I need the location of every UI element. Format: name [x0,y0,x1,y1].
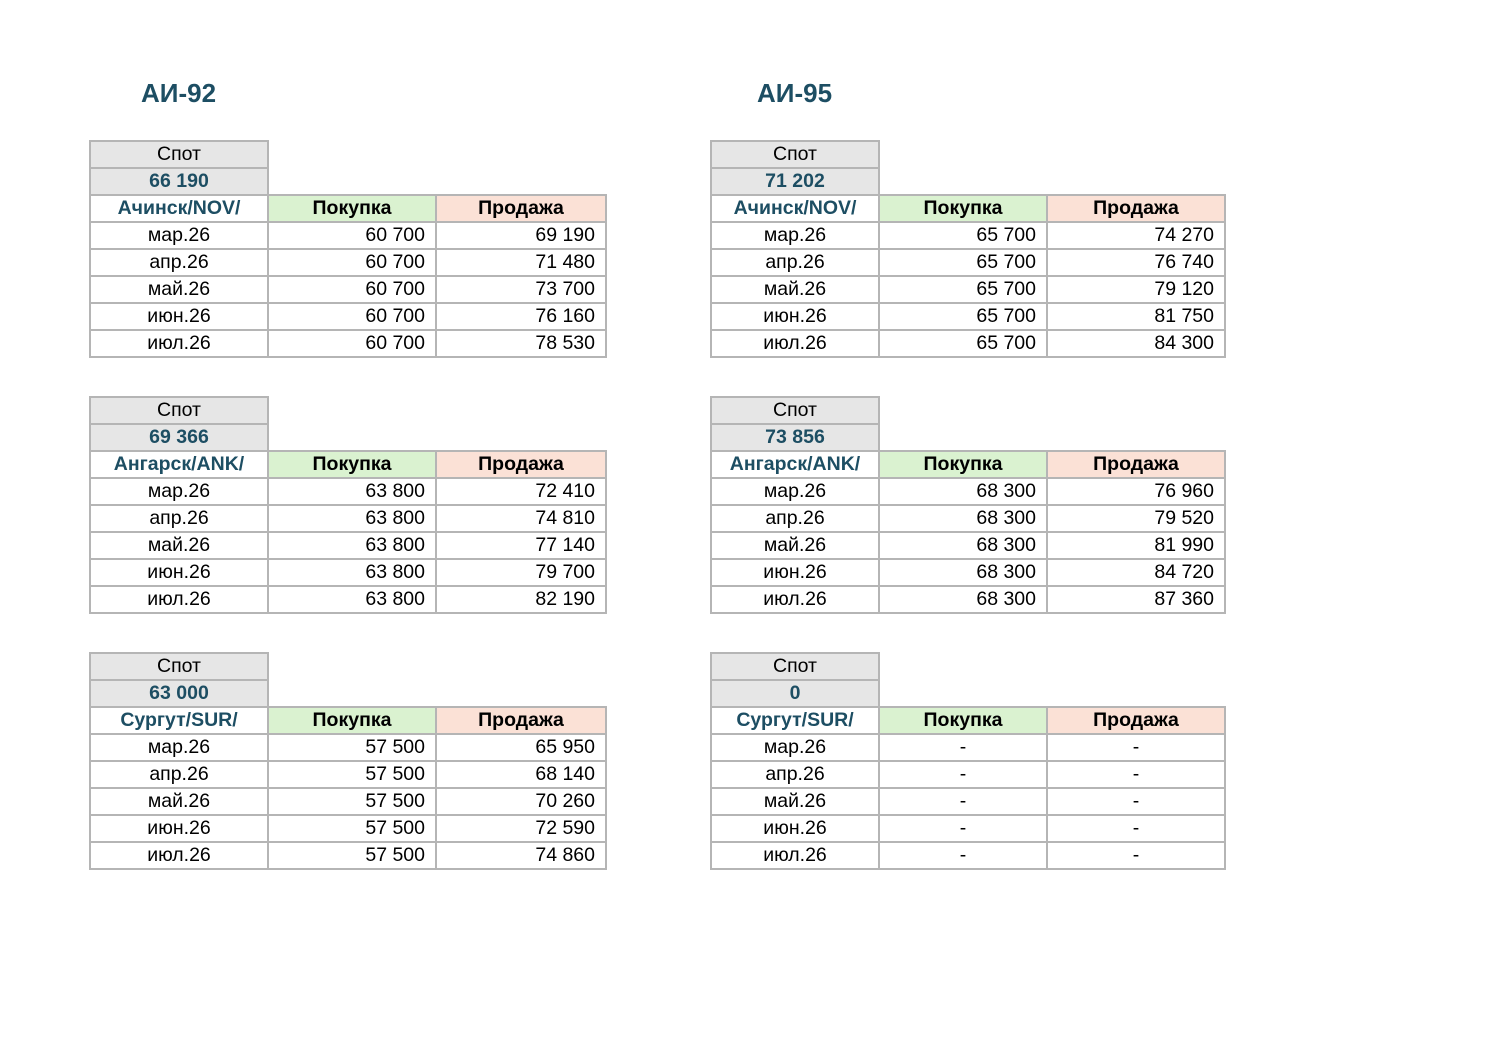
month-cell: май.26 [90,788,268,815]
buy-cell: 63 800 [268,478,436,505]
sell-cell: 84 720 [1047,559,1225,586]
table-row [90,761,606,788]
table-row [90,532,606,559]
sell-cell: 70 260 [436,788,606,815]
station-block-surgut [89,652,605,870]
buy-cell: 65 700 [879,276,1047,303]
table-row [90,586,606,613]
station-block-angarsk [89,396,605,614]
table-row [90,276,606,303]
month-cell: мар.26 [711,478,879,505]
table-row [711,222,1225,249]
spot-value: 69 366 [90,424,268,451]
table-row [711,842,1225,869]
buy-header: Покупка [879,451,1047,478]
month-cell: июн.26 [711,559,879,586]
price-table [710,140,1226,358]
spot-label: Спот [90,653,268,680]
buy-cell: 63 800 [268,505,436,532]
sell-cell: 76 740 [1047,249,1225,276]
buy-header: Покупка [268,707,436,734]
table-row [711,761,1225,788]
sell-cell: 77 140 [436,532,606,559]
table-row [90,788,606,815]
month-cell: апр.26 [711,761,879,788]
month-cell: июн.26 [711,303,879,330]
month-cell: мар.26 [90,734,268,761]
table-row [90,505,606,532]
buy-header: Покупка [879,707,1047,734]
buy-cell: 57 500 [268,842,436,869]
buy-cell: 57 500 [268,788,436,815]
month-cell: апр.26 [711,505,879,532]
month-cell: май.26 [711,532,879,559]
month-cell: июл.26 [90,330,268,357]
sell-header: Продажа [1047,707,1225,734]
month-cell: май.26 [711,788,879,815]
table-row [90,559,606,586]
station-name: Сургут/SUR/ [90,707,268,734]
sell-cell: 76 960 [1047,478,1225,505]
buy-cell: 68 300 [879,532,1047,559]
buy-cell: 63 800 [268,532,436,559]
sell-cell: 81 990 [1047,532,1225,559]
sell-header: Продажа [436,707,606,734]
sell-cell: 74 810 [436,505,606,532]
table-row [711,532,1225,559]
sell-cell: 82 190 [436,586,606,613]
buy-cell: 68 300 [879,505,1047,532]
spot-label: Спот [711,141,879,168]
spot-value: 71 202 [711,168,879,195]
sell-cell: 65 950 [436,734,606,761]
station-block-achinsk [710,140,1226,358]
station-name: Ангарск/ANK/ [90,451,268,478]
sell-header: Продажа [436,195,606,222]
station-block-angarsk [710,396,1226,614]
table-row [90,330,606,357]
sell-cell: - [1047,788,1225,815]
table-row [90,222,606,249]
buy-cell: 60 700 [268,330,436,357]
sell-cell: - [1047,842,1225,869]
buy-cell: 65 700 [879,303,1047,330]
table-row [711,788,1225,815]
sell-cell: 84 300 [1047,330,1225,357]
sell-cell: 72 410 [436,478,606,505]
sell-cell: 71 480 [436,249,606,276]
station-block-surgut [710,652,1226,870]
month-cell: апр.26 [90,249,268,276]
month-cell: июл.26 [90,842,268,869]
table-row [711,505,1225,532]
station-name: Сургут/SUR/ [711,707,879,734]
month-cell: мар.26 [90,478,268,505]
table-row [90,734,606,761]
month-cell: июн.26 [711,815,879,842]
month-cell: мар.26 [711,734,879,761]
table-row [711,276,1225,303]
month-cell: июн.26 [90,815,268,842]
sell-cell: 68 140 [436,761,606,788]
buy-cell: 57 500 [268,734,436,761]
station-block-achinsk [89,140,605,358]
price-table [710,396,1226,614]
buy-cell: 68 300 [879,559,1047,586]
month-cell: июн.26 [90,559,268,586]
buy-cell: 63 800 [268,559,436,586]
table-row [711,559,1225,586]
table-row [711,734,1225,761]
spot-label: Спот [90,141,268,168]
sell-cell: 76 160 [436,303,606,330]
sell-cell: 78 530 [436,330,606,357]
month-cell: май.26 [90,532,268,559]
buy-cell: 60 700 [268,249,436,276]
price-table [89,140,607,358]
sell-cell: - [1047,761,1225,788]
buy-header: Покупка [268,195,436,222]
station-name: Ангарск/ANK/ [711,451,879,478]
month-cell: июл.26 [711,330,879,357]
month-cell: мар.26 [711,222,879,249]
buy-cell: - [879,842,1047,869]
spot-value: 73 856 [711,424,879,451]
table-row [711,303,1225,330]
buy-cell: 60 700 [268,222,436,249]
table-row [90,815,606,842]
sell-cell: 74 860 [436,842,606,869]
buy-cell: 65 700 [879,222,1047,249]
month-cell: май.26 [711,276,879,303]
buy-header: Покупка [268,451,436,478]
table-row [90,249,606,276]
month-cell: май.26 [90,276,268,303]
fuel-title: АИ-92 [141,78,217,108]
sell-cell: 79 700 [436,559,606,586]
price-table [89,396,607,614]
spot-value: 66 190 [90,168,268,195]
sell-cell: 79 520 [1047,505,1225,532]
sell-cell: 73 700 [436,276,606,303]
table-row [90,478,606,505]
table-row [711,249,1225,276]
table-row [711,478,1225,505]
station-name: Ачинск/NOV/ [711,195,879,222]
buy-cell: 68 300 [879,586,1047,613]
buy-cell: - [879,788,1047,815]
buy-cell: 60 700 [268,303,436,330]
spot-label: Спот [90,397,268,424]
buy-cell: - [879,761,1047,788]
sell-cell: - [1047,815,1225,842]
spot-label: Спот [711,653,879,680]
sell-cell: 79 120 [1047,276,1225,303]
sell-cell: 87 360 [1047,586,1225,613]
spot-value: 63 000 [90,680,268,707]
sell-header: Продажа [1047,195,1225,222]
sell-header: Продажа [436,451,606,478]
sell-cell: 81 750 [1047,303,1225,330]
spot-value: 0 [711,680,879,707]
table-row [711,815,1225,842]
table-row [711,586,1225,613]
buy-cell: 57 500 [268,761,436,788]
price-table [89,652,607,870]
table-row [711,330,1225,357]
month-cell: июл.26 [711,586,879,613]
buy-cell: - [879,815,1047,842]
sell-header: Продажа [1047,451,1225,478]
month-cell: апр.26 [711,249,879,276]
station-name: Ачинск/NOV/ [90,195,268,222]
sell-cell: 74 270 [1047,222,1225,249]
month-cell: мар.26 [90,222,268,249]
month-cell: апр.26 [90,761,268,788]
buy-cell: - [879,734,1047,761]
spot-label: Спот [711,397,879,424]
sell-cell: - [1047,734,1225,761]
buy-header: Покупка [879,195,1047,222]
price-table [710,652,1226,870]
buy-cell: 68 300 [879,478,1047,505]
month-cell: июн.26 [90,303,268,330]
buy-cell: 63 800 [268,586,436,613]
buy-cell: 60 700 [268,276,436,303]
fuel-title: АИ-95 [757,78,833,108]
table-row [90,303,606,330]
sell-cell: 72 590 [436,815,606,842]
month-cell: апр.26 [90,505,268,532]
buy-cell: 57 500 [268,815,436,842]
buy-cell: 65 700 [879,330,1047,357]
buy-cell: 65 700 [879,249,1047,276]
sell-cell: 69 190 [436,222,606,249]
table-row [90,842,606,869]
month-cell: июл.26 [90,586,268,613]
month-cell: июл.26 [711,842,879,869]
